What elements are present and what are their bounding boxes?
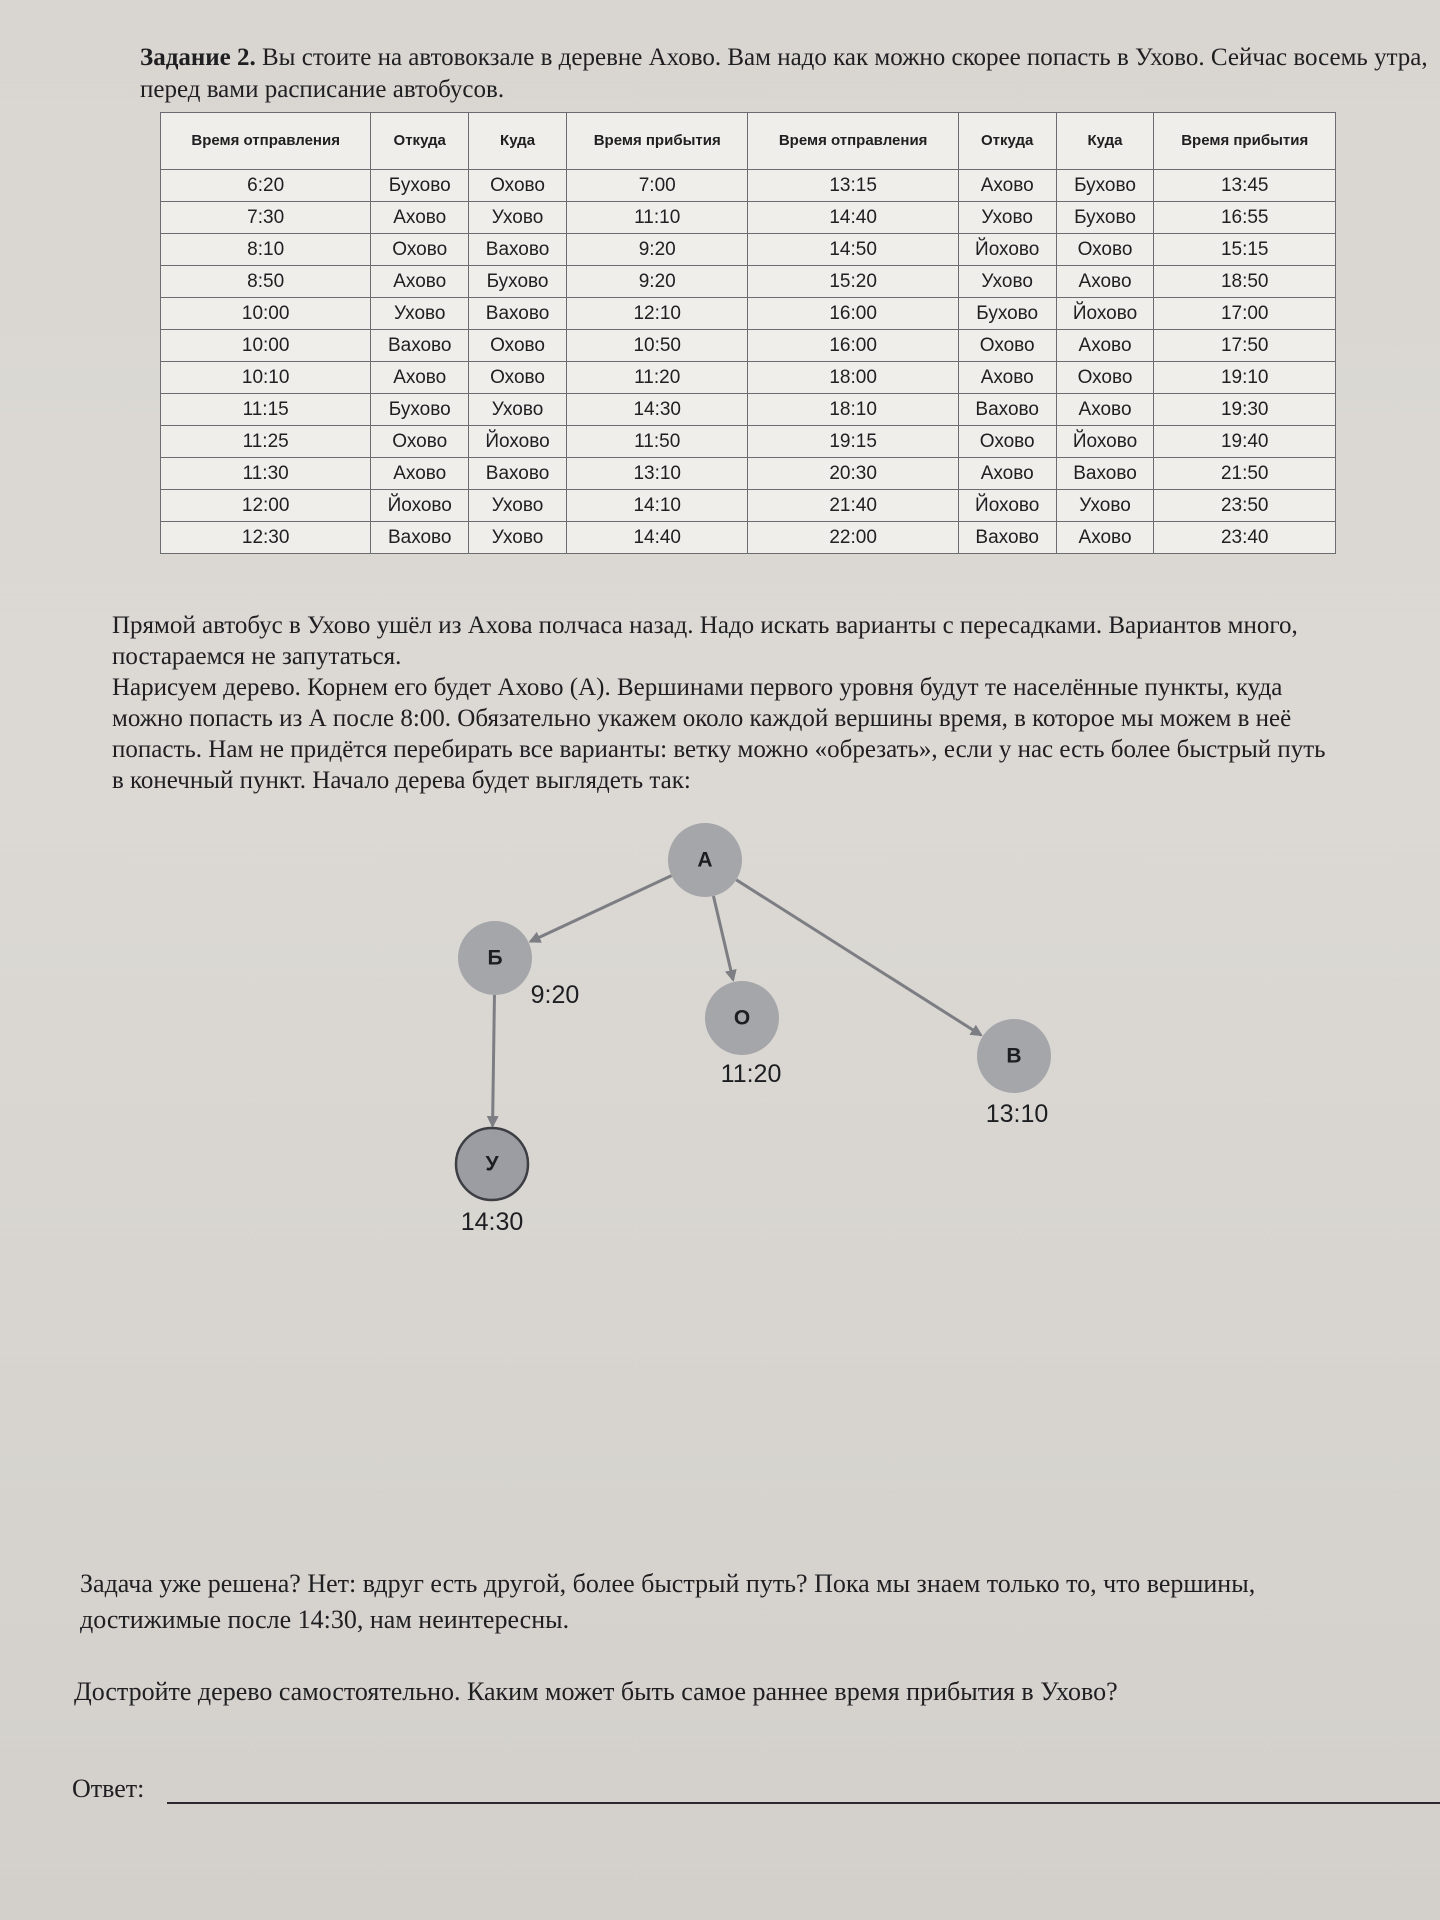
schedule-cell: 18:50 [1154, 266, 1336, 298]
question-faster-path: Задача уже решена? Нет: вдруг есть другой, более быстрый путь? Пока мы знаем только то, что вершины, достижимые после 14:30, нам неинтересны. [80, 1569, 1256, 1634]
schedule-cell: Ухово [469, 522, 567, 554]
schedule-cell: 23:40 [1154, 522, 1336, 554]
schedule-cell: 14:50 [748, 234, 958, 266]
node-label: Б [487, 946, 503, 970]
schedule-cell: Охово [958, 330, 1056, 362]
schedule-cell: Йохово [1056, 426, 1154, 458]
schedule-cell: 11:10 [566, 202, 748, 234]
schedule-cell: 20:30 [748, 458, 958, 490]
schedule-cell: Йохово [371, 490, 469, 522]
schedule-cell: 10:00 [161, 330, 371, 362]
schedule-cell: Вахово [371, 522, 469, 554]
col-header: Время прибытия [566, 113, 748, 170]
schedule-cell: 21:50 [1154, 458, 1336, 490]
answer-field[interactable] [167, 1802, 1440, 1804]
schedule-cell: 19:15 [748, 426, 958, 458]
schedule-cell: 12:30 [161, 522, 371, 554]
schedule-body [161, 170, 1336, 554]
schedule-cell: 18:10 [748, 394, 958, 426]
tree-edge-b-u [493, 995, 495, 1126]
schedule-cell: 11:15 [161, 394, 371, 426]
transfer-tree-diagram [0, 820, 1440, 1260]
schedule-cell: Ухово [469, 490, 567, 522]
schedule-cell: Ахово [958, 458, 1056, 490]
schedule-cell: Ахово [1056, 522, 1154, 554]
answer-label: Ответ: [72, 1774, 145, 1803]
schedule-cell: 8:50 [161, 266, 371, 298]
schedule-row [161, 234, 1336, 266]
schedule-cell: 19:30 [1154, 394, 1336, 426]
question-text [80, 1566, 1310, 1638]
paragraph-intro: Прямой автобус в Ухово ушёл из Ахова полчаса назад. Надо искать варианты с пересадками. Вариантов много, постараемся не запутаться. [112, 612, 1298, 670]
schedule-cell: Вахово [469, 458, 567, 490]
tree-edge-a-o [713, 896, 733, 980]
schedule-cell: 16:55 [1154, 202, 1336, 234]
schedule-row [161, 298, 1336, 330]
schedule-cell: 21:40 [748, 490, 958, 522]
schedule-cell: Вахово [469, 298, 567, 330]
col-header: Время прибытия [1154, 113, 1336, 170]
schedule-cell: Охово [469, 170, 567, 202]
schedule-cell: 16:00 [748, 298, 958, 330]
schedule-cell: 9:20 [566, 266, 748, 298]
task-statement [140, 42, 1430, 106]
col-header: Откуда [371, 113, 469, 170]
schedule-cell: Бухово [469, 266, 567, 298]
schedule-cell: Ахово [371, 202, 469, 234]
tree-edge-a-b [530, 876, 671, 942]
schedule-cell: Бухово [1056, 170, 1154, 202]
schedule-cell: 14:40 [748, 202, 958, 234]
schedule-cell: Охово [1056, 234, 1154, 266]
col-header: Время отправления [161, 113, 371, 170]
schedule-cell: 19:10 [1154, 362, 1336, 394]
col-header: Куда [469, 113, 567, 170]
schedule-cell: Вахово [958, 522, 1056, 554]
schedule-cell: Охово [371, 426, 469, 458]
schedule-cell: 15:20 [748, 266, 958, 298]
schedule-cell: Ахово [1056, 330, 1154, 362]
schedule-cell: Ухово [469, 202, 567, 234]
schedule-cell: Вахово [469, 234, 567, 266]
schedule-cell: Ахово [371, 458, 469, 490]
schedule-cell: 14:10 [566, 490, 748, 522]
schedule-cell: Охово [371, 234, 469, 266]
tree-nodes [456, 823, 1051, 1236]
schedule-cell: 18:00 [748, 362, 958, 394]
schedule-cell: Охово [1056, 362, 1154, 394]
tree-node-v [977, 1019, 1051, 1128]
schedule-cell: 13:10 [566, 458, 748, 490]
schedule-cell: 13:15 [748, 170, 958, 202]
schedule-cell: 23:50 [1154, 490, 1336, 522]
schedule-cell: 12:10 [566, 298, 748, 330]
schedule-cell: Йохово [469, 426, 567, 458]
schedule-cell: Вахово [371, 330, 469, 362]
question-final [74, 1676, 1304, 1707]
schedule-cell: Ахово [371, 362, 469, 394]
schedule-row [161, 362, 1336, 394]
schedule-cell: 13:45 [1154, 170, 1336, 202]
tree-node-a [668, 823, 742, 897]
schedule-cell: 7:30 [161, 202, 371, 234]
schedule-row [161, 330, 1336, 362]
tree-node-b [458, 921, 579, 1009]
schedule-cell: Йохово [958, 234, 1056, 266]
schedule-row [161, 490, 1336, 522]
schedule-cell: Ухово [371, 298, 469, 330]
task-label: Задание 2. [140, 44, 256, 71]
schedule-cell: Вахово [958, 394, 1056, 426]
tree-node-o [705, 981, 781, 1088]
schedule-cell: 15:15 [1154, 234, 1336, 266]
schedule-cell: Бухово [1056, 202, 1154, 234]
schedule-cell: 11:50 [566, 426, 748, 458]
schedule-header-row [161, 113, 1336, 170]
schedule-cell: Ахово [958, 362, 1056, 394]
schedule-cell: 11:25 [161, 426, 371, 458]
schedule-cell: Ухово [469, 394, 567, 426]
schedule-cell: 17:50 [1154, 330, 1336, 362]
node-time: 11:20 [720, 1060, 782, 1088]
node-label: У [485, 1152, 499, 1176]
schedule-cell: Охово [469, 362, 567, 394]
schedule-cell: Вахово [1056, 458, 1154, 490]
tree-node-u [456, 1128, 528, 1236]
schedule-cell: Йохово [958, 490, 1056, 522]
schedule-cell: 14:40 [566, 522, 748, 554]
task-text: Вы стоите на автовокзале в деревне Ахово. Вам надо как можно скорее попасть в Ухово. Сейчас восемь утра, перед вами расписание автобусов. [140, 44, 1428, 103]
col-header: Куда [1056, 113, 1154, 170]
schedule-row [161, 202, 1336, 234]
schedule-row [161, 522, 1336, 554]
schedule-cell: Бухово [371, 394, 469, 426]
schedule-cell: 12:00 [161, 490, 371, 522]
node-label: В [1006, 1044, 1022, 1068]
col-header: Откуда [958, 113, 1056, 170]
schedule-cell: Бухово [958, 298, 1056, 330]
schedule-cell: Йохово [1056, 298, 1154, 330]
schedule-cell: 10:10 [161, 362, 371, 394]
schedule-row [161, 426, 1336, 458]
schedule-cell: Ахово [371, 266, 469, 298]
schedule-cell: 11:30 [161, 458, 371, 490]
node-time: 14:30 [460, 1208, 524, 1236]
question-earliest-arrival: Достройте дерево самостоятельно. Каким может быть самое раннее время прибытия в Ухово? [74, 1677, 1118, 1706]
schedule-cell: 10:00 [161, 298, 371, 330]
schedule-cell: 10:50 [566, 330, 748, 362]
explanation-text [112, 610, 1342, 796]
schedule-cell: Ухово [1056, 490, 1154, 522]
node-label: А [697, 848, 713, 872]
schedule-cell: 11:20 [566, 362, 748, 394]
schedule-cell: 16:00 [748, 330, 958, 362]
schedule-cell: 9:20 [566, 234, 748, 266]
schedule-cell: Ухово [958, 202, 1056, 234]
schedule-row [161, 394, 1336, 426]
schedule-cell: 7:00 [566, 170, 748, 202]
schedule-cell: 17:00 [1154, 298, 1336, 330]
node-time: 13:10 [985, 1100, 1049, 1128]
schedule-cell: Бухово [371, 170, 469, 202]
schedule-cell: 8:10 [161, 234, 371, 266]
schedule-cell: Охово [469, 330, 567, 362]
node-label: О [733, 1006, 751, 1030]
schedule-row [161, 458, 1336, 490]
bus-schedule-table [160, 112, 1336, 554]
schedule-cell: Ахово [1056, 266, 1154, 298]
schedule-cell: Ухово [958, 266, 1056, 298]
schedule-row [161, 170, 1336, 202]
schedule-cell: 22:00 [748, 522, 958, 554]
schedule-row [161, 266, 1336, 298]
answer-row [72, 1770, 1440, 1810]
paragraph-tree: Нарисуем дерево. Корнем его будет Ахово (А). Вершинами первого уровня будут те населённые пункты, куда можно попасть из А после 8:00. Обязательно укажем около каждой вершины время, в которое мы можем в неё попасть. Нам не придётся перебирать все варианты: ветку можно «обрезать», если у нас есть более быстрый путь в конечный пункт. Начало дерева будет выглядеть так: [112, 674, 1326, 794]
schedule-cell: 19:40 [1154, 426, 1336, 458]
col-header: Время отправления [748, 113, 958, 170]
schedule-cell: Охово [958, 426, 1056, 458]
schedule-cell: 6:20 [161, 170, 371, 202]
node-time: 9:20 [530, 981, 580, 1009]
schedule-cell: Ахово [958, 170, 1056, 202]
schedule-cell: Ахово [1056, 394, 1154, 426]
schedule-cell: 14:30 [566, 394, 748, 426]
